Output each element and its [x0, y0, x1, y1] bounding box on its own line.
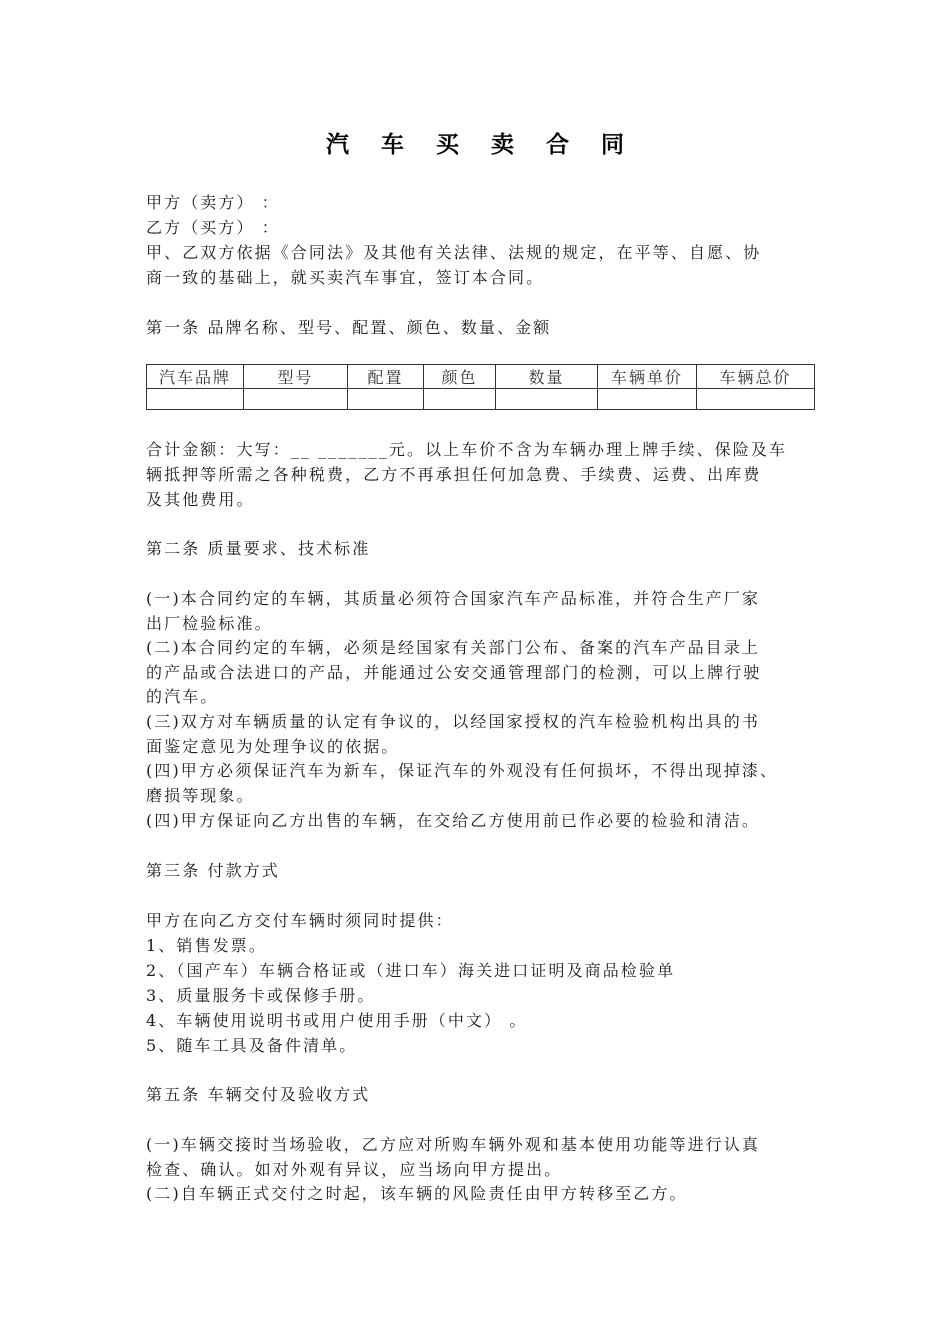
- article3-line: 5、随车工具及备件清单。: [146, 1036, 358, 1055]
- article2-line: 的产品或合法进口的产品，并能通过公安交通管理部门的检测，可以上牌行驶: [146, 663, 762, 682]
- cell-model[interactable]: [244, 389, 348, 410]
- article2-heading: 第二条 质量要求、技术标准: [146, 539, 371, 558]
- cell-configuration[interactable]: [348, 389, 424, 410]
- header-unit-price: 车辆单价: [598, 365, 697, 389]
- article2-line: 磨损等现象。: [146, 786, 255, 805]
- header-total-price: 车辆总价: [697, 365, 815, 389]
- article1-heading: 第一条 品牌名称、型号、配置、颜色、数量、金额: [146, 318, 552, 337]
- article3-line: 3、质量服务卡或保修手册。: [146, 986, 376, 1005]
- header-model: 型号: [244, 365, 348, 389]
- article3-line: 2、（国产车）车辆合格证或（进口车）海关进口证明及商品检验单: [146, 961, 676, 980]
- article2-line: (二)本合同约定的车辆，必须是经国家有关部门公布、备案的汽车产品目录上: [146, 638, 760, 657]
- document-title: 汽 车 买 卖 合 同: [325, 132, 637, 158]
- cell-color[interactable]: [424, 389, 496, 410]
- article2-line: 的汽车。: [146, 687, 219, 706]
- article5-line: 检查、确认。如对外观有异议，应当场向甲方提出。: [146, 1160, 563, 1179]
- article2-line: (四)甲方必须保证汽车为新车，保证汽车的外观没有任何损坏，不得出现掉漆、: [146, 761, 779, 780]
- header-color: 颜色: [424, 365, 496, 389]
- total-amount-line: 辆抵押等所需之各种税费，乙方不再承担任何加急费、手续费、运费、出库费: [146, 465, 762, 484]
- article5-line: (一)车辆交接时当场验收，乙方应对所购车辆外观和基本使用功能等进行认真: [146, 1135, 760, 1154]
- preamble-line: 商一致的基础上，就买卖汽车事宜，签订本合同。: [146, 268, 545, 287]
- article3-heading: 第三条 付款方式: [146, 861, 280, 880]
- header-quantity: 数量: [496, 365, 598, 389]
- table-header-row: [147, 365, 815, 389]
- cell-quantity[interactable]: [496, 389, 598, 410]
- header-configuration: 配置: [348, 365, 424, 389]
- article2-line: 出厂检验标准。: [146, 614, 273, 633]
- cell-unit-price[interactable]: [598, 389, 697, 410]
- article5-line: (二)自车辆正式交付之时起，该车辆的风险责任由甲方转移至乙方。: [146, 1184, 688, 1203]
- article2-line: 面鉴定意见为处理争议的依据。: [146, 737, 400, 756]
- cell-total-price[interactable]: [697, 389, 815, 410]
- preamble-line: 甲、乙双方依据《合同法》及其他有关法律、法规的规定，在平等、自愿、协: [146, 243, 762, 262]
- article3-line: 1、销售发票。: [146, 936, 267, 955]
- article3-line: 甲方在向乙方交付车辆时须同时提供：: [146, 911, 454, 930]
- article2-line: (三)双方对车辆质量的认定有争议的，以经国家授权的汽车检验机构出具的书: [146, 712, 760, 731]
- header-brand: 汽车品牌: [147, 365, 244, 389]
- article2-line: (一)本合同约定的车辆，其质量必须符合国家汽车产品标准，并符合生产厂家: [146, 589, 760, 608]
- total-amount-line: 及其他费用。: [146, 490, 255, 509]
- vehicle-spec-table: [146, 364, 815, 410]
- cell-brand[interactable]: [147, 389, 244, 410]
- table-row: [147, 389, 815, 410]
- article3-line: 4、车辆使用说明书或用户使用手册（中文） 。: [146, 1011, 528, 1030]
- article2-line: (四)甲方保证向乙方出售的车辆，在交给乙方使用前已作必要的检验和清洁。: [146, 811, 760, 830]
- party-b-label: 乙方（买方） ：: [146, 218, 280, 237]
- total-amount-line: 合计金额：大写：__ _______元。以上车价不含为车辆办理上牌手续、保险及车: [146, 440, 788, 459]
- article5-heading: 第五条 车辆交付及验收方式: [146, 1085, 371, 1104]
- party-a-label: 甲方（卖方） ：: [146, 193, 280, 212]
